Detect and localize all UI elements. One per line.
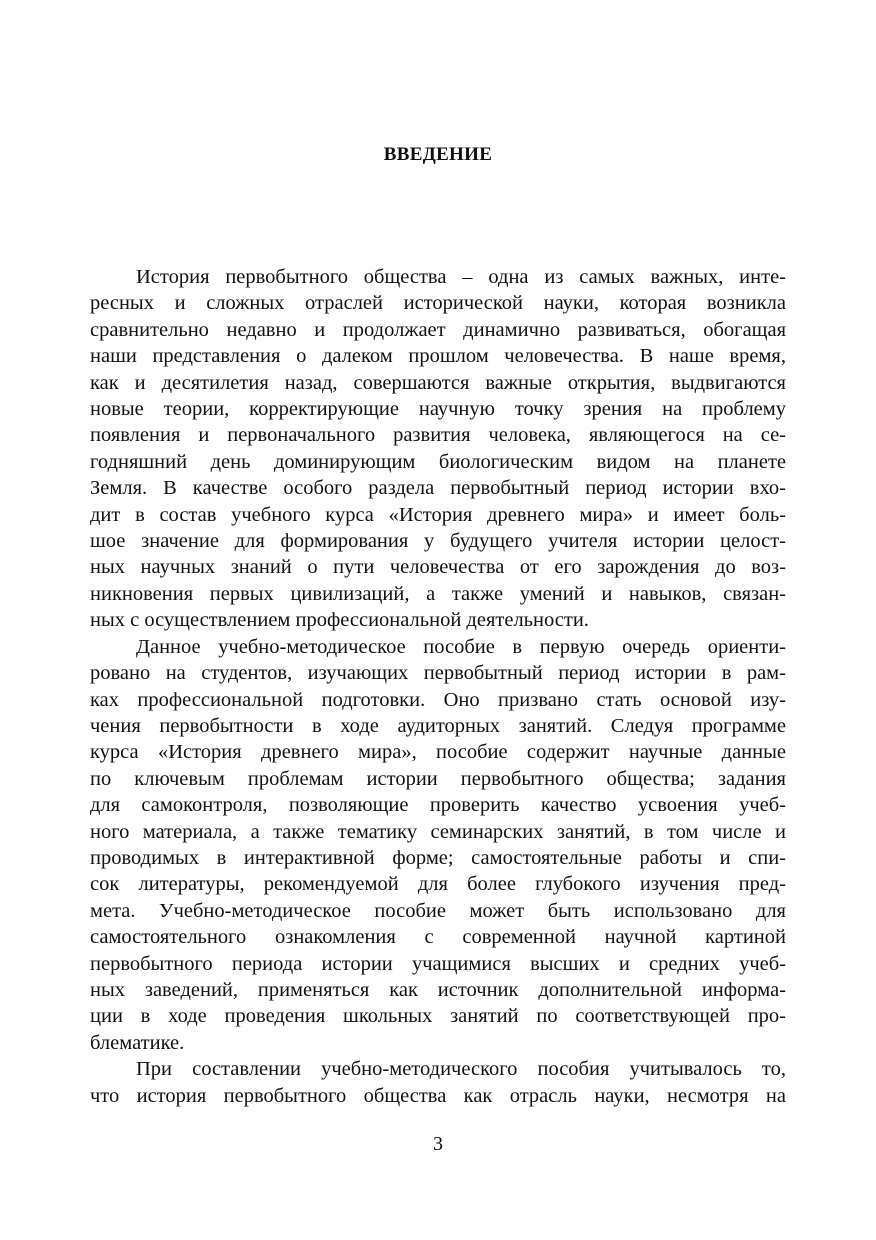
text-line: блематике. [90,1031,185,1054]
text-line: курса «История древнего мира», пособие содержит научные данные [90,741,786,764]
paragraph-1 [90,264,786,634]
body-text [90,264,786,1109]
text-line: появления и первоначального развития человека, являющегося на се- [90,424,786,447]
text-line: Земля. В качестве особого раздела первобытный период истории вхо- [90,477,786,500]
text-line: наши представления о далеком прошлом человечества. В наше время, [90,345,786,368]
text-line: годняшний день доминирующим биологическим видом на планете [90,450,786,473]
text-line: чения первобытности в ходе аудиторных занятий. Следуя программе [90,714,786,737]
text-line: ного материала, а также тематику семинарских занятий, в том числе и [90,820,786,843]
text-line: дит в состав учебного курса «История древнего мира» и имеет боль- [90,503,786,526]
text-line: шое значение для формирования у будущего учителя истории целост- [90,530,786,553]
text-line: новые теории, корректирующие научную точку зрения на проблему [90,398,786,421]
text-line: для самоконтроля, позволяющие проверить качество усвоения учеб- [90,794,786,817]
text-line: ных с осуществлением профессиональной деятельности. [90,609,589,632]
text-line: ровано на студентов, изучающих первобытный период истории в рам- [90,662,786,685]
text-line: самостоятельного ознакомления с современной научной картиной [90,926,786,949]
text-line: первобытного периода истории учащимися высших и средних учеб- [90,952,786,975]
paragraph-3 [90,1056,786,1109]
paragraph-2 [90,634,786,1057]
text-line: История первобытного общества – одна из самых важных, инте- [136,266,786,288]
text-line: сравнительно недавно и продолжает динамично развиваться, обогащая [90,318,786,341]
text-line: никновения первых цивилизаций, а также умений и навыков, связан- [90,582,786,605]
section-heading: ВВЕДЕНИЕ [383,144,493,165]
text-line: Данное учебно-методическое пособие в первую очередь ориенти- [136,635,786,658]
text-line: ных заведений, применяться как источник дополнительной информа- [90,978,786,1001]
text-line: мета. Учебно-методическое пособие может быть использовано для [90,899,786,922]
text-line: ках профессиональной подготовки. Оно призвано стать основой изу- [90,688,786,711]
text-line: ных научных знаний о пути человечества от его зарождения до воз- [90,556,786,579]
page-number: 3 [433,1133,443,1155]
text-line: сок литературы, рекомендуемой для более глубокого изучения пред- [90,873,786,896]
text-line: по ключевым проблемам истории первобытного общества; задания [90,767,786,790]
text-line: что история первобытного общества как отрасль науки, несмотря на [90,1084,786,1107]
text-line: как и десятилетия назад, совершаются важные открытия, выдвигаются [90,371,786,394]
text-line: ресных и сложных отраслей исторической науки, которая возникла [90,292,786,315]
text-line: При составлении учебно-методического пособия учитывалось то, [136,1058,786,1081]
text-line: проводимых в интерактивной форме; самостоятельные работы и спи- [90,846,786,869]
text-line: ции в ходе проведения школьных занятий по соответствующей про- [90,1005,786,1028]
